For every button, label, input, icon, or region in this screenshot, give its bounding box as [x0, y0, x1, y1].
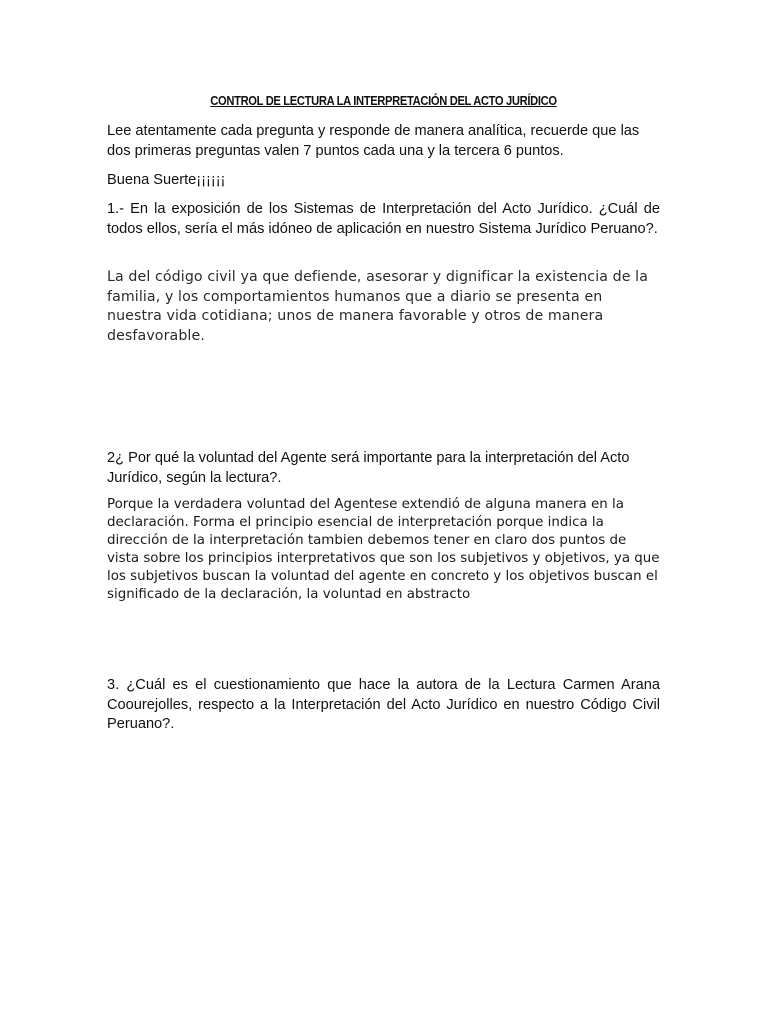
- answer-2: Porque la verdadera voluntad del Agentese extendió de alguna manera en la declaración. Forma el principio esencial de interpretación porque indica la dirección de la interpretación tambien debemos tener en claro dos puntos de vista sobre los principios interpretativos que son los subjetivos y objetivos, ya que los subjetivos buscan la voluntad del agente en concreto y los objetivos buscan el significado de la declaración, la voluntad en abstracto: [107, 497, 660, 602]
- answer-1: La del código civil ya que defiende, asesorar y dignificar la existencia de la familia, y los comportamientos humanos que a diario se presenta en nuestra vida cotidiana; unos de manera favorable y otros de manera desfavorable.: [107, 269, 649, 344]
- greeting-text: Buena Suerte¡¡¡¡¡¡: [107, 172, 226, 188]
- question-2: 2¿ Por qué la voluntad del Agente será importante para la interpretación del Acto Jurídico, según la lectura?.: [107, 450, 630, 486]
- document-title: CONTROL DE LECTURA LA INTERPRETACIÓN DEL ACTO JURÍDICO: [210, 93, 557, 108]
- question-1: 1.- En la exposición de los Sistemas de Interpretación del Acto Jurídico. ¿Cuál de todos ellos, sería el más idóneo de aplicación en nuestro Sistema Jurídico Peruano?.: [107, 201, 660, 237]
- question-3: 3. ¿Cuál es el cuestionamiento que hace la autora de la Lectura Carmen Arana Coourejolles, respecto a la Interpretación del Acto Jurídico en nuestro Código Civil Peruano?.: [107, 677, 660, 732]
- instructions-paragraph: Lee atentamente cada pregunta y responde de manera analítica, recuerde que las dos primeras preguntas valen 7 puntos cada una y la tercera 6 puntos.: [107, 123, 640, 159]
